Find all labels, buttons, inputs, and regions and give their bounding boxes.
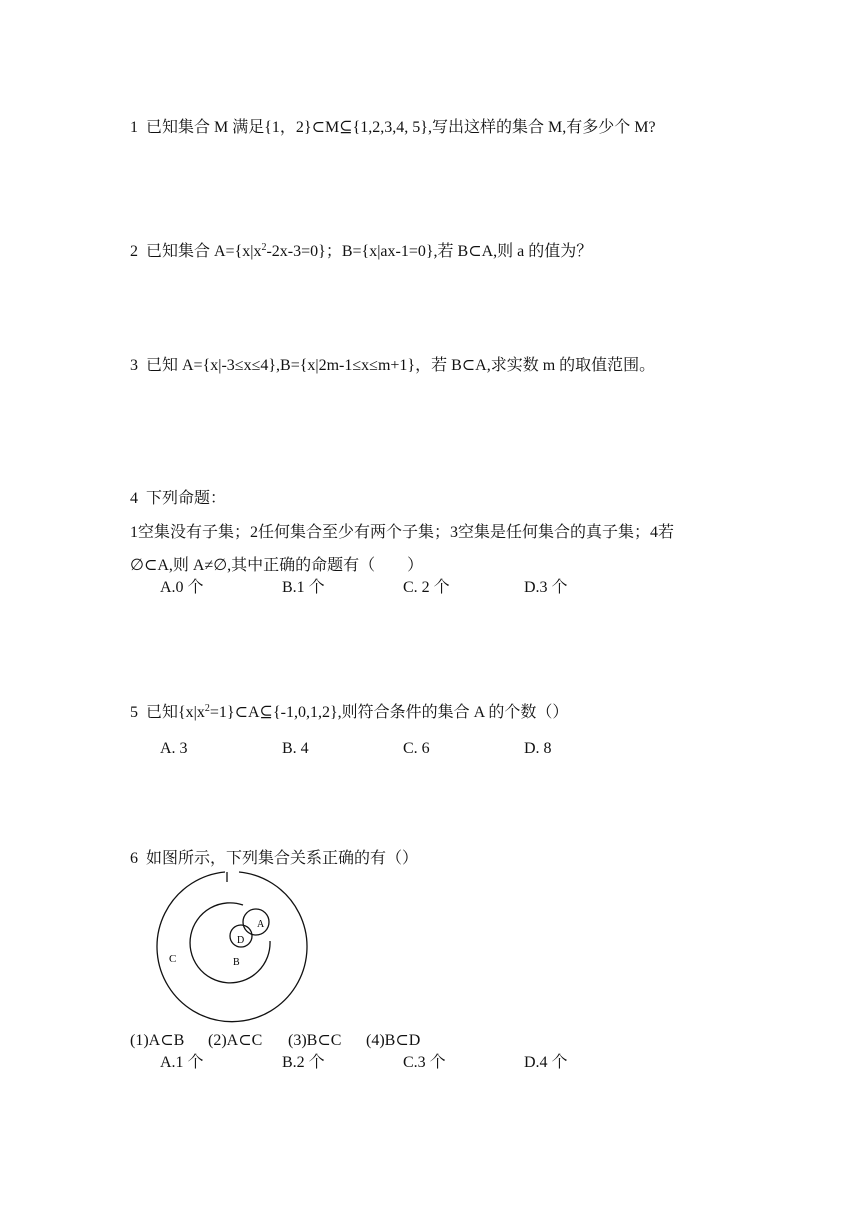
- statement-marker: 3: [450, 524, 459, 541]
- relation-2: (2)A⊂C: [208, 1032, 263, 1049]
- option-d: D. 8: [524, 740, 552, 757]
- superscript: 2: [204, 703, 210, 714]
- question-text-cont: =1}⊂A⊆{-1,0,1,2},则符合条件的集合 A 的个数（）: [209, 704, 569, 721]
- option-d: D.4 个: [524, 1054, 568, 1071]
- question-4: [130, 489, 226, 509]
- question-text: 如图所示，下列集合关系正确的有（）: [146, 850, 419, 867]
- statement-marker: 4: [650, 524, 659, 541]
- question-text: 已知集合 A={x|x: [146, 243, 262, 260]
- relation-1: (1)A⊂B: [130, 1032, 185, 1049]
- statement-text: 空集是任何集合的真子集；: [458, 524, 651, 541]
- question-text: 已知 A={x|-3≤x≤4},B={x|2m-1≤x≤m+1}，若 B⊂A,求实数 m 的取值范围。: [146, 357, 656, 374]
- label-c: C: [169, 953, 177, 965]
- relation-3: (3)B⊂C: [288, 1032, 342, 1049]
- question-1: [130, 118, 656, 138]
- question-6-relations: [0, 1031, 860, 1051]
- option-b: B.1 个: [282, 579, 325, 596]
- question-4-options: [0, 578, 860, 598]
- statement-text: 若: [658, 524, 675, 541]
- superscript: 2: [261, 242, 267, 253]
- venn-diagram: [155, 870, 315, 1030]
- question-2: [130, 242, 592, 262]
- question-4-statements: [130, 523, 674, 543]
- option-c: C. 6: [403, 740, 430, 757]
- question-number: 1: [130, 119, 138, 136]
- option-b: B.2 个: [282, 1054, 325, 1071]
- statement-text: ∅⊂A,则 A≠∅,其中正确的命题有（ ）: [130, 557, 424, 574]
- question-number: 4: [130, 490, 138, 507]
- question-3: [130, 356, 655, 376]
- question-text: 已知集合 M 满足{1，2}⊂M⊆{1,2,3,4, 5},写出这样的集合 M,有多少个 M?: [146, 119, 656, 136]
- option-c: C.3 个: [403, 1054, 446, 1071]
- statement-text: 空集没有子集；: [138, 524, 251, 541]
- question-5: [130, 703, 568, 723]
- label-a: A: [257, 919, 265, 930]
- option-a: A.0 个: [160, 579, 204, 596]
- option-b: B. 4: [282, 740, 309, 757]
- label-b: B: [233, 957, 240, 968]
- label-d: D: [237, 935, 245, 946]
- option-a: A. 3: [160, 740, 188, 757]
- question-number: 2: [130, 243, 138, 260]
- question-text: 已知{x|x: [146, 704, 205, 721]
- statement-marker: 1: [130, 524, 138, 541]
- question-number: 6: [130, 850, 138, 867]
- question-4-continuation: [130, 556, 423, 576]
- question-number: 3: [130, 357, 138, 374]
- question-6-options: [0, 1053, 860, 1073]
- question-text-cont: -2x-3=0}；B={x|ax-1=0},若 B⊂A,则 a 的值为？: [266, 243, 593, 260]
- question-title: 下列命题：: [146, 490, 227, 507]
- question-5-options: [0, 739, 860, 759]
- option-d: D.3 个: [524, 579, 568, 596]
- question-number: 5: [130, 704, 138, 721]
- option-a: A.1 个: [160, 1054, 204, 1071]
- relation-4: (4)B⊂D: [366, 1032, 421, 1049]
- question-6: [130, 849, 418, 869]
- statement-marker: 2: [250, 524, 259, 541]
- option-c: C. 2 个: [403, 579, 450, 596]
- statement-text: 任何集合至少有两个子集；: [258, 524, 451, 541]
